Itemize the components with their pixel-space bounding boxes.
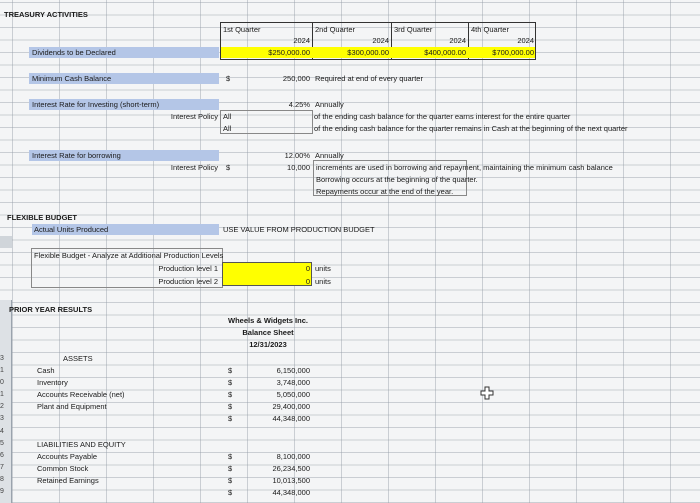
invest-policy-box[interactable] [220, 110, 313, 134]
dividends-label: Dividends to be Declared [32, 48, 116, 57]
production-level-2-value[interactable]: 0 [305, 277, 310, 286]
flex-units-label: Actual Units Produced [34, 225, 109, 234]
company-name[interactable]: Wheels & Widgets Inc. [228, 316, 308, 325]
quarter-year[interactable]: 2024 [517, 36, 534, 45]
invest-note-1[interactable]: of the ending cash balance for the quarter earns interest for the entire quarter [314, 112, 571, 121]
liability-value[interactable]: 8,100,000 [276, 452, 310, 461]
liability-label[interactable]: Retained Earnings [37, 476, 99, 485]
row-number[interactable]: 3 [0, 415, 4, 422]
dollar-sign[interactable]: $ [228, 464, 233, 473]
row-number[interactable]: 5 [0, 440, 4, 447]
quarter-header[interactable]: 1st Quarter [223, 25, 261, 34]
quarter-header[interactable]: 3rd Quarter [394, 25, 433, 34]
row-header-strip [0, 300, 12, 503]
dollar-sign[interactable]: $ [228, 488, 233, 497]
row-number[interactable]: 1 [0, 367, 4, 374]
dollar-sign[interactable]: $ [228, 390, 233, 399]
borrow-rate[interactable]: 12.00% [284, 151, 310, 160]
row-highlight [0, 236, 12, 248]
min-cash-note[interactable]: Required at end of every quarter [315, 74, 423, 83]
liabilities-total[interactable]: 44,348,000 [272, 488, 310, 497]
production-level-1-unit[interactable]: units [315, 264, 331, 273]
production-level-1-label[interactable]: Production level 1 [158, 264, 218, 273]
borrow-policy-label[interactable]: Interest Policy [170, 163, 218, 172]
invest-rate[interactable]: 4.25% [288, 100, 310, 109]
dollar-sign[interactable]: $ [226, 74, 231, 83]
quarter-header[interactable]: 4th Quarter [471, 25, 509, 34]
assets-header[interactable]: ASSETS [63, 354, 93, 363]
borrow-annually[interactable]: Annually [315, 151, 344, 160]
invest-annually[interactable]: Annually [315, 100, 344, 109]
liability-label[interactable]: Accounts Payable [37, 452, 98, 461]
dollar-sign[interactable]: $ [228, 402, 233, 411]
sheet-title[interactable]: TREASURY ACTIVITIES [4, 10, 88, 19]
dividend-value[interactable]: $400,000.00 [424, 48, 466, 57]
borrow-note-2[interactable]: Borrowing occurs at the beginning of the quarter. [316, 175, 478, 184]
flex-budget-title[interactable]: FLEXIBLE BUDGET [7, 213, 78, 222]
row-number[interactable]: 6 [0, 452, 4, 459]
dividend-value[interactable]: $700,000.00 [492, 48, 534, 57]
row-number[interactable]: 4 [0, 428, 4, 435]
row-number[interactable]: 2 [0, 403, 4, 410]
statement-date[interactable]: 12/31/2023 [249, 340, 287, 349]
liability-value[interactable]: 10,013,500 [272, 476, 310, 485]
row-number[interactable]: 0 [0, 379, 4, 386]
quarter-header[interactable]: 2nd Quarter [315, 25, 356, 34]
min-cash-label: Minimum Cash Balance [32, 74, 112, 83]
flex-units-note[interactable]: USE VALUE FROM PRODUCTION BUDGET [223, 225, 375, 234]
row-number[interactable]: 7 [0, 464, 4, 471]
invest-policy-1[interactable]: All [223, 112, 232, 121]
dollar-sign[interactable]: $ [228, 476, 233, 485]
cell-cursor-icon [480, 386, 494, 400]
production-level-2-unit[interactable]: units [315, 277, 331, 286]
asset-label[interactable]: Plant and Equipment [37, 402, 107, 411]
flex-analyze-label: Flexible Budget - Analyze at Additional Production Levels [34, 251, 224, 260]
invest-policy-2[interactable]: All [223, 124, 232, 133]
dividend-value[interactable]: $250,000.00 [268, 48, 310, 57]
quarter-year[interactable]: 2024 [449, 36, 466, 45]
asset-value[interactable]: 3,748,000 [276, 378, 310, 387]
dollar-sign[interactable]: $ [228, 414, 233, 423]
dollar-sign[interactable]: $ [228, 452, 233, 461]
assets-total[interactable]: 44,348,000 [272, 414, 310, 423]
prior-year-title[interactable]: PRIOR YEAR RESULTS [9, 305, 93, 314]
production-level-2-label[interactable]: Production level 2 [158, 277, 218, 286]
borrow-note-3[interactable]: Repayments occur at the end of the year. [316, 187, 454, 196]
liability-label[interactable]: Common Stock [37, 464, 89, 473]
asset-value[interactable]: 6,150,000 [276, 366, 310, 375]
quarter-year[interactable]: 2024 [293, 36, 310, 45]
asset-label[interactable]: Cash [37, 366, 55, 375]
row-number[interactable]: 1 [0, 391, 4, 398]
statement-name[interactable]: Balance Sheet [242, 328, 294, 337]
asset-label[interactable]: Accounts Receivable (net) [37, 390, 125, 399]
quarter-year[interactable]: 2024 [372, 36, 389, 45]
min-cash-value[interactable]: 250,000 [282, 74, 310, 83]
liabilities-header[interactable]: LIABILITIES AND EQUITY [37, 440, 126, 449]
invest-policy-label[interactable]: Interest Policy [170, 112, 218, 121]
dollar-sign[interactable]: $ [228, 378, 233, 387]
row-number[interactable]: 9 [0, 488, 4, 495]
asset-value[interactable]: 5,050,000 [276, 390, 310, 399]
borrow-increment[interactable]: 10,000 [287, 163, 310, 172]
liability-value[interactable]: 26,234,500 [272, 464, 310, 473]
row-number[interactable]: 8 [0, 476, 4, 483]
asset-value[interactable]: 29,400,000 [272, 402, 310, 411]
row-number[interactable]: 3 [0, 355, 4, 362]
invest-label: Interest Rate for Investing (short-term) [32, 100, 160, 109]
production-level-1-value[interactable]: 0 [305, 264, 310, 273]
dollar-sign[interactable]: $ [228, 366, 233, 375]
dividend-value[interactable]: $300,000.00 [347, 48, 389, 57]
borrow-label: Interest Rate for borrowing [32, 151, 121, 160]
borrow-note-1[interactable]: increments are used in borrowing and repayment, maintaining the minimum cash balance [316, 163, 613, 172]
invest-note-2[interactable]: of the ending cash balance for the quarter remains in Cash at the beginning of the next quarter [314, 124, 628, 133]
dollar-sign[interactable]: $ [226, 163, 231, 172]
asset-label[interactable]: Inventory [37, 378, 68, 387]
